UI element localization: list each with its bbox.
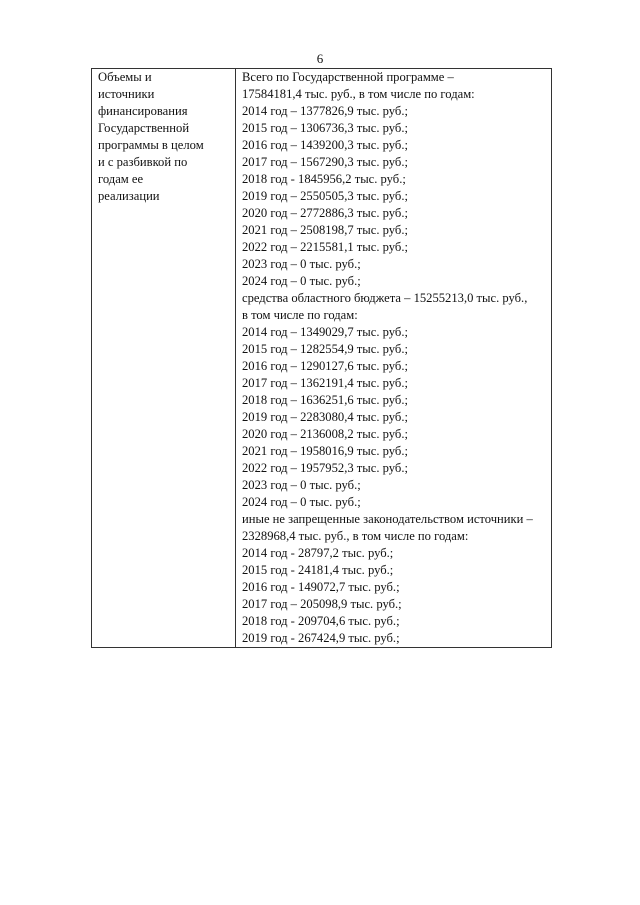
financing-line: 2014 год – 1349029,7 тыс. руб.; (242, 325, 408, 339)
financing-line: 2019 год – 2550505,3 тыс. руб.; (242, 189, 408, 203)
financing-line: иные не запрещенные законодательством источники – (242, 512, 533, 526)
financing-line: 2020 год – 2772886,3 тыс. руб.; (242, 206, 408, 220)
financing-line: 2017 год – 1567290,3 тыс. руб.; (242, 155, 408, 169)
financing-line: 2019 год - 267424,9 тыс. руб.; (242, 631, 400, 645)
financing-line: 2023 год – 0 тыс. руб.; (242, 257, 361, 271)
financing-line: 2022 год – 1957952,3 тыс. руб.; (242, 461, 408, 475)
financing-line: Всего по Государственной программе – (242, 70, 454, 84)
financing-line: 2024 год – 0 тыс. руб.; (242, 495, 361, 509)
financing-line: средства областного бюджета – 15255213,0 тыс. руб., (242, 291, 528, 305)
financing-line: 17584181,4 тыс. руб., в том числе по годам: (242, 87, 475, 101)
financing-line: 2023 год – 0 тыс. руб.; (242, 478, 361, 492)
financing-line: 2024 год – 0 тыс. руб.; (242, 274, 361, 288)
financing-line: в том числе по годам: (242, 308, 358, 322)
financing-line: 2017 год – 1362191,4 тыс. руб.; (242, 376, 408, 390)
financing-line: 2017 год – 205098,9 тыс. руб.; (242, 597, 402, 611)
financing-line: 2018 год – 1636251,6 тыс. руб.; (242, 393, 408, 407)
financing-details (242, 69, 547, 647)
financing-line: 2015 год – 1282554,9 тыс. руб.; (242, 342, 408, 356)
financing-line: 2018 год - 209704,6 тыс. руб.; (242, 614, 400, 628)
table-row (92, 69, 552, 648)
financing-table (91, 68, 552, 648)
financing-line: 2018 год - 1845956,2 тыс. руб.; (242, 172, 406, 186)
financing-line: 2021 год – 1958016,9 тыс. руб.; (242, 444, 408, 458)
financing-line: 2016 год - 149072,7 тыс. руб.; (242, 580, 400, 594)
financing-line: 2019 год – 2283080,4 тыс. руб.; (242, 410, 408, 424)
financing-line: 2328968,4 тыс. руб., в том числе по годам: (242, 529, 469, 543)
financing-line: 2016 год – 1290127,6 тыс. руб.; (242, 359, 408, 373)
financing-line: 2014 год - 28797,2 тыс. руб.; (242, 546, 394, 560)
table-cell-values (236, 69, 552, 648)
financing-line: 2021 год – 2508198,7 тыс. руб.; (242, 223, 408, 237)
financing-line: 2022 год – 2215581,1 тыс. руб.; (242, 240, 408, 254)
financing-line: 2014 год – 1377826,9 тыс. руб.; (242, 104, 408, 118)
financing-line: 2015 год - 24181,4 тыс. руб.; (242, 563, 394, 577)
financing-line: 2020 год – 2136008,2 тыс. руб.; (242, 427, 408, 441)
page-number: 6 (316, 51, 324, 66)
financing-label: Объемы и источники финансирования Государственной программы в целом и с разбивкой по годам ее реализации (98, 70, 204, 203)
financing-line: 2015 год – 1306736,3 тыс. руб.; (242, 121, 408, 135)
table-cell-label (92, 69, 236, 648)
financing-line: 2016 год – 1439200,3 тыс. руб.; (242, 138, 408, 152)
